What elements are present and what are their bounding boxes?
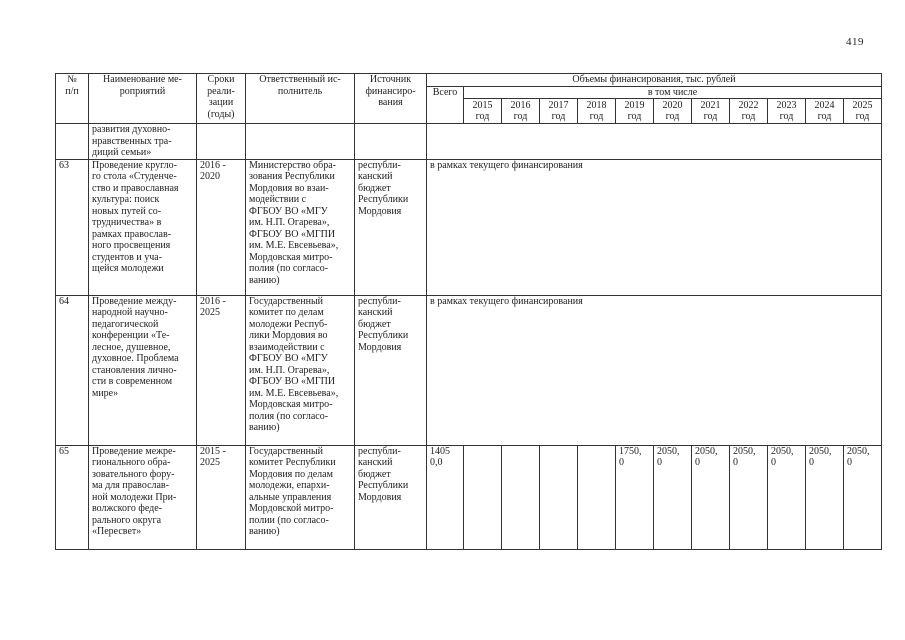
header-row-1 xyxy=(56,74,882,87)
cell-num xyxy=(56,124,89,160)
table-row xyxy=(56,159,882,295)
cell-source xyxy=(355,124,427,160)
cell-name: Проведение межре- гионального обра- зовательного фору- ма для православ- ной молодежи При- волжского феде- рального округа «Пересвет» xyxy=(89,445,197,549)
cell-year-value xyxy=(502,445,540,549)
cell-source: республи- канский бюджет Республики Мордовия xyxy=(355,159,427,295)
cell-period: 2015 - 2025 xyxy=(197,445,246,549)
header-period: Сроки реали- зации (годы) xyxy=(197,74,246,124)
cell-period: 2016 - 2025 xyxy=(197,295,246,445)
cell-name: развития духовно- нравственных тра- диций семьи» xyxy=(89,124,197,160)
header-year: 2024 год xyxy=(806,99,844,124)
header-year: 2016 год xyxy=(502,99,540,124)
page-number: 419 xyxy=(846,36,864,48)
header-total: Всего xyxy=(427,86,464,124)
header-year: 2021 год xyxy=(692,99,730,124)
table-row xyxy=(56,445,882,549)
cell-year-value xyxy=(540,445,578,549)
cell-funding xyxy=(427,124,882,160)
header-year: 2018 год xyxy=(578,99,616,124)
table-row xyxy=(56,295,882,445)
cell-year-value: 2050, 0 xyxy=(654,445,692,549)
cell-year-value: 2050, 0 xyxy=(844,445,882,549)
cell-name: Проведение между- народной научно- педагогической конференции «Те- лесное, душевное, духовное. Проблема становления лично- сти в современном мире» xyxy=(89,295,197,445)
cell-year-value: 2050, 0 xyxy=(692,445,730,549)
cell-name: Проведение кругло- го стола «Студенче- ство и православная культура: поиск новых путей со- трудничества» в рамках православ- ного просвещения студентов и уча- щейся молодежи xyxy=(89,159,197,295)
header-year: 2025 год xyxy=(844,99,882,124)
cell-period: 2016 - 2020 xyxy=(197,159,246,295)
cell-year-value: 2050, 0 xyxy=(730,445,768,549)
header-funding: Объемы финансирования, тыс. рублей xyxy=(427,74,882,87)
cell-responsible: Государственный комитет по делам молодежи Респуб- лики Мордовия во взаимодействии с ФГБОУ ВО «МГУ им. Н.П. Огарева», ФГБОУ ВО «МГПИ им. М.Е. Евсевьева», Мордовская митро- полия (по согласо- ванию) xyxy=(246,295,355,445)
header-year: 2020 год xyxy=(654,99,692,124)
cell-year-value: 1750, 0 xyxy=(616,445,654,549)
cell-source: республи- канский бюджет Республики Мордовия xyxy=(355,445,427,549)
funding-table xyxy=(55,73,882,550)
header-num: № п/п xyxy=(56,74,89,124)
cell-period xyxy=(197,124,246,160)
header-year: 2022 год xyxy=(730,99,768,124)
header-year: 2015 год xyxy=(464,99,502,124)
header-name: Наименование ме- роприятий xyxy=(89,74,197,124)
table-wrapper xyxy=(55,73,882,550)
cell-year-value: 2050, 0 xyxy=(768,445,806,549)
cell-num: 65 xyxy=(56,445,89,549)
header-including: в том числе xyxy=(464,86,882,99)
cell-num: 63 xyxy=(56,159,89,295)
cell-source: республи- канский бюджет Республики Мордовия xyxy=(355,295,427,445)
header-year: 2017 год xyxy=(540,99,578,124)
cell-funding-note: в рамках текущего финансирования xyxy=(427,159,882,295)
continuation-row xyxy=(56,124,882,160)
header-responsible: Ответственный ис- полнитель xyxy=(246,74,355,124)
cell-num: 64 xyxy=(56,295,89,445)
cell-funding-note: в рамках текущего финансирования xyxy=(427,295,882,445)
cell-year-value: 2050, 0 xyxy=(806,445,844,549)
cell-responsible: Министерство обра- зования Республики Мордовия во взаи- модействии с ФГБОУ ВО «МГУ им. Н.П. Огарева», ФГБОУ ВО «МГПИ им. М.Е. Евсевьева», Мордовская митро- полия (по согласо- ванию) xyxy=(246,159,355,295)
cell-responsible: Государственный комитет Республики Мордовия по делам молодежи, епархи- альные управления Мордовской митро- полии (по согласо- ванию) xyxy=(246,445,355,549)
header-source: Источник финансиро- вания xyxy=(355,74,427,124)
cell-responsible xyxy=(246,124,355,160)
cell-year-value xyxy=(578,445,616,549)
cell-year-value xyxy=(464,445,502,549)
header-year: 2023 год xyxy=(768,99,806,124)
header-year: 2019 год xyxy=(616,99,654,124)
cell-total: 1405 0,0 xyxy=(427,445,464,549)
